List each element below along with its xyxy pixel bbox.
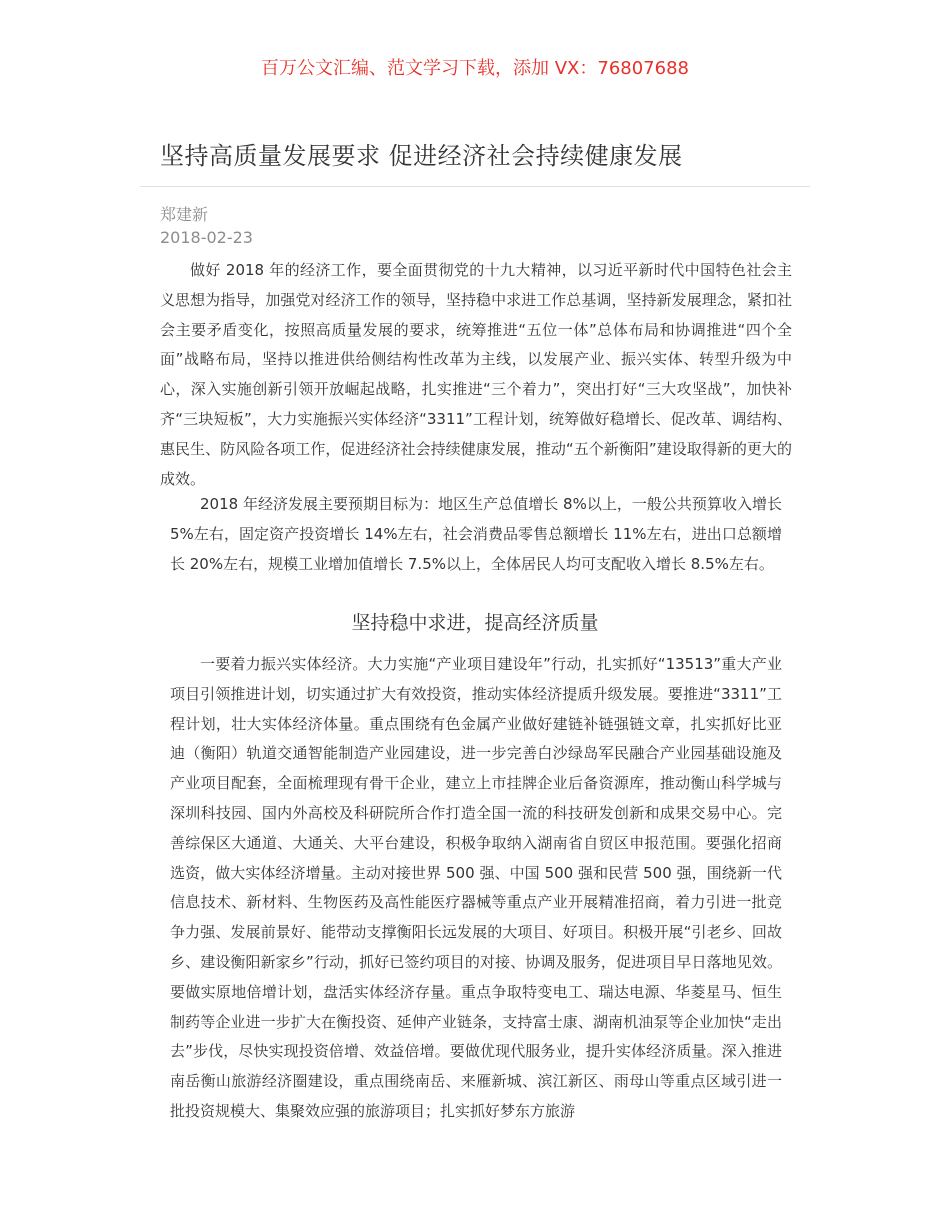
article-date: 2018-02-23 bbox=[160, 228, 253, 247]
section-heading: 坚持稳中求进，提高经济质量 bbox=[351, 612, 599, 634]
section-paragraph: 一要着力振兴实体经济。大力实施“产业项目建设年”行动，扎实抓好“13513”重大产业项目引领推进计划，切实通过扩大有效投资，推动实体经济提质升级发展。要推进“3311”工程计划，壮大实体经济体量。重点围绕有色金属产业做好建链补链强链文章，扎实抓好比亚迪（衡阳）轨道交通智能制造产业园建设，进一步完善白沙绿岛军民融合产业园基础设施及产业项目配套，全面梳理现有骨干企业，建立上市挂牌企业后备资源库，推动衡山科学城与深圳科技园、国内外高校及科研院所合作打造全国一流的科技研发创新和成果交易中心。完善综保区大通道、大通关、大平台建设，积极争取纳入湖南省自贸区申报范围。要强化招商选资，做大实体经济增量。主动对接世界 500 强、中国 500 强和民营 500 强，围绕新一代信息技术、新材料、生物医药及高性能医疗器械等重点产业开展精准招商，着力引进一批竞争力强、发展前景好、能带动支撑衡阳长远发展的大项目、好项目。积极开展“引老乡、回故乡、建设衡阳新家乡”行动，抓好已签约项目的对接、协调及服务，促进项目早日落地见效。要做实原地倍增计划，盘活实体经济存量。重点争取特变电工、瑞达电源、华菱星马、恒生制药等企业进一步扩大在衡投资、延伸产业链条，支持富士康、湖南机油泵等企业加快“走出去”步伐，尽快实现投资倍增、效益倍增。要做优现代服务业，提升实体经济质量。深入推进南岳衡山旅游经济圈建设，重点围绕南岳、来雁新城、滨江新区、雨母山等重点区域引进一批投资规模大、集聚效应强的旅游项目；扎实抓好梦东方旅游 bbox=[170, 655, 782, 1120]
title-divider bbox=[140, 186, 810, 187]
article-paragraph-targets: 2018 年经济发展主要预期目标为：地区生产总值增长 8%以上，一般公共预算收入增长 5%左右，固定资产投资增长 14%左右，社会消费品零售总额增长 11%左右，进出口总额增长 20%左右，规模工业增加值增长 7.5%以上，全体居民人均可支配收入增长 8.5%左右。 bbox=[170, 495, 782, 573]
article-paragraph-intro: 做好 2018 年的经济工作，要全面贯彻党的十九大精神，以习近平新时代中国特色社会主义思想为指导，加强党对经济工作的领导，坚持稳中求进工作总基调，坚持新发展理念，紧扣社会主要矛盾变化，按照高质量发展的要求，统筹推进“五位一体”总体布局和协调推进“四个全面”战略布局，坚持以推进供给侧结构性改革为主线，以发展产业、振兴实体、转型升级为中心，深入实施创新引领开放崛起战略，扎实推进“三个着力”，突出打好“三大攻坚战”，加快补齐“三块短板”，大力实施振兴实体经济“3311”工程计划，统筹做好稳增长、促改革、调结构、惠民生、防风险各项工作，促进经济社会持续健康发展，推动“五个新衡阳”建设取得新的更大的成效。 bbox=[160, 261, 792, 488]
article-title: 坚持高质量发展要求 促进经济社会持续健康发展 bbox=[160, 142, 683, 170]
article-author: 郑建新 bbox=[160, 205, 209, 224]
watermark-banner: 百万公文汇编、范文学习下载，添加 VX：76807688 bbox=[261, 58, 689, 79]
